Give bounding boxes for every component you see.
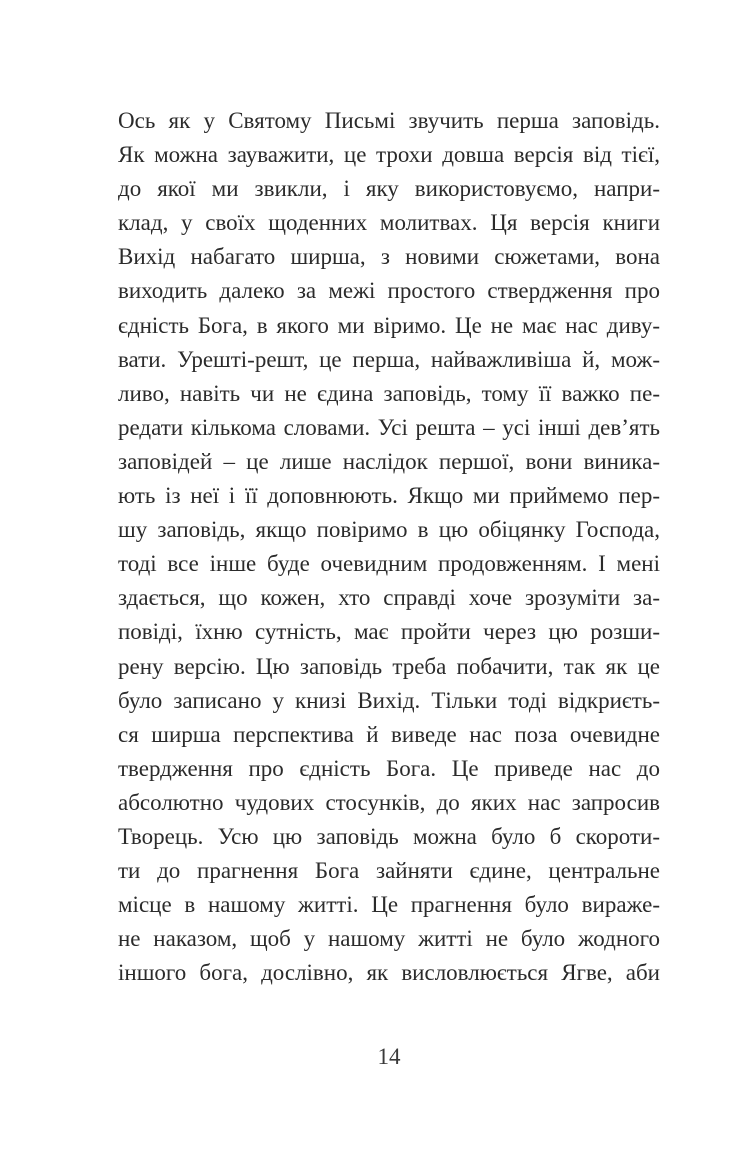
text-line: Як можна зауважити, це трохи довша версія від тієї, [118,142,660,168]
text-line: редати кількома словами. Усі решта – усі інші дев’ять [118,414,660,440]
text-line: ють із неї і її доповнюють. Якщо ми приймемо пер- [118,483,660,509]
text-line: заповідей – це лише наслідок першої, вони виника- [118,448,660,474]
text-line: іншого бога, дослівно, як висловлюється Ягве, аби [118,960,660,986]
page-number: 14 [377,1044,401,1069]
text-line: ти до прагнення Бога зайняти єдине, центральне [118,858,660,884]
text-line: до якої ми звикли, і яку використовуємо, напри- [118,176,660,202]
text-line: повіді, їхню сутність, має пройти через цю розши- [118,619,660,645]
text-line: ливо, навіть чи не єдина заповідь, тому її важко пе- [118,380,660,406]
text-line: не наказом, щоб у нашому житті не було жодного [118,926,660,952]
text-line: абсолютно чудових стосунків, до яких нас запросив [118,789,660,815]
text-line: Вихід набагато ширша, з новими сюжетами, вона [118,244,660,270]
text-line: тоді все інше буде очевидним продовженням. І мені [118,551,660,577]
text-line: здається, що кожен, хто справді хоче зрозуміти за- [118,585,660,611]
body-text [118,104,660,990]
text-line: рену версію. Цю заповідь треба побачити, так як це [118,653,660,679]
text-line: виходить далеко за межі простого ствердження про [118,278,660,304]
text-line: було записано у книзі Вихід. Тільки тоді відкриєть- [118,687,660,713]
text-line: твердження про єдність Бога. Це приведе нас до [118,755,660,781]
text-line: Творець. Усю цю заповідь можна було б скороти- [118,823,660,849]
text-line: клад, у своїх щоденних молитвах. Ця версія книги [118,210,660,236]
text-line: ся ширша перспектива й виведе нас поза очевидне [118,721,660,747]
text-line: єдність Бога, в якого ми віримо. Це не має нас диву- [118,312,660,338]
text-line: вати. Урешті-решт, це перша, найважливіша й, мож- [118,346,660,372]
text-line: місце в нашому житті. Це прагнення було вираже- [118,892,660,918]
text-line: Ось як у Святому Письмі звучить перша заповідь. [118,108,660,133]
text-line: шу заповідь, якщо повіримо в цю обіцянку Господа, [118,517,660,543]
